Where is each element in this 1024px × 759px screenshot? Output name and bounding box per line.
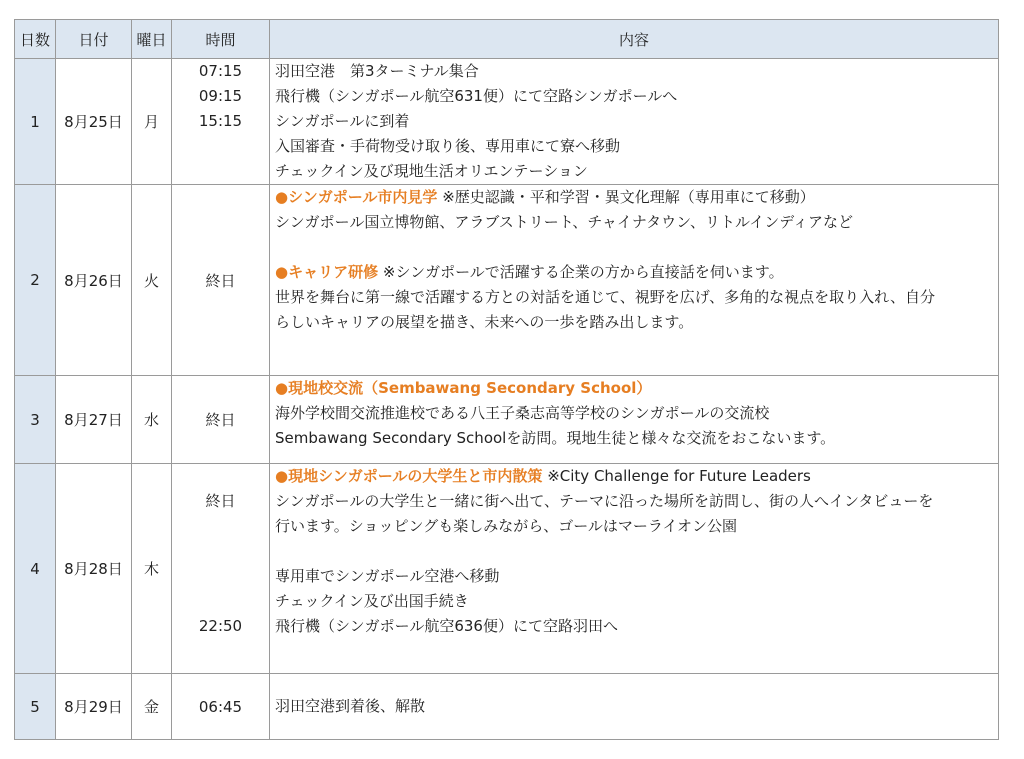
weekday-cell: 木: [132, 464, 172, 674]
date-cell: 8月27日: [56, 376, 132, 464]
content-line: 飛行機（シンガポール航空631便）にて空路シンガポールへ: [275, 87, 678, 105]
day-number: 3: [15, 376, 56, 464]
header-time: 時間: [172, 20, 270, 59]
day-number: 1: [15, 59, 56, 185]
weekday-cell: 火: [132, 185, 172, 376]
section-heading: [275, 260, 992, 285]
content-cell: [270, 674, 999, 740]
weekday-cell: 金: [132, 674, 172, 740]
activity-title: ●現地シンガポールの大学生と市内散策: [275, 467, 543, 485]
day-number: 4: [15, 464, 56, 674]
time-entry: 22:50: [198, 617, 243, 635]
date-cell: 8月25日: [56, 59, 132, 185]
date-cell: 8月28日: [56, 464, 132, 674]
section-heading: [275, 464, 992, 489]
content-line: 飛行機（シンガポール航空636便）にて空路羽田へ: [275, 617, 618, 635]
content-line: シンガポールに到着: [275, 112, 410, 130]
time-cell: 終日: [172, 185, 270, 376]
content-line: シンガポール国立博物館、アラブストリート、チャイナタウン、リトルインディアなど: [275, 213, 854, 231]
table-row: [15, 464, 999, 674]
content-line: 羽田空港 第3ターミナル集合: [275, 62, 479, 80]
content-line: 羽田空港到着後、解散: [275, 697, 426, 715]
content-line: 専用車でシンガポール空港へ移動: [275, 567, 500, 585]
weekday-cell: 水: [132, 376, 172, 464]
content-line: チェックイン及び現地生活オリエンテーション: [275, 162, 588, 180]
content-cell: [270, 464, 999, 674]
header-day: 日数: [15, 20, 56, 59]
time-entry: 終日: [205, 492, 236, 510]
date-cell: 8月29日: [56, 674, 132, 740]
activity-note: ※City Challenge for Future Leaders: [547, 467, 811, 485]
activity-title: ●キャリア研修: [275, 263, 379, 281]
content-line: Sembawang Secondary Schoolを訪問。現地生徒と様々な交流をおこないます。: [275, 429, 836, 447]
activity-title: ●シンガポール市内見学: [275, 188, 438, 206]
header-content: 内容: [270, 20, 999, 59]
section-heading: [275, 376, 992, 401]
table-row: [15, 185, 999, 376]
header-row: [15, 20, 999, 59]
date-cell: 8月26日: [56, 185, 132, 376]
content-cell: [270, 185, 999, 376]
section-heading: [275, 185, 992, 210]
schedule-table: [14, 19, 999, 740]
time-entry: 15:15: [198, 112, 243, 130]
table-row: [15, 376, 999, 464]
time-cell: 06:45: [172, 674, 270, 740]
time-cell: [172, 464, 270, 674]
activity-note: ※歴史認識・平和学習・異文化理解（専用車にて移動）: [442, 188, 815, 206]
header-date: 日付: [56, 20, 132, 59]
content-cell: [270, 376, 999, 464]
content-line: 入国審査・手荷物受け取り後、専用車にて寮へ移動: [275, 137, 621, 155]
content-line: 行います。ショッピングも楽しみながら、ゴールはマーライオン公園: [275, 517, 738, 535]
table-row: [15, 59, 999, 185]
day-number: 5: [15, 674, 56, 740]
time-entry: 09:15: [198, 87, 243, 105]
content-line: 世界を舞台に第一線で活躍する方との対話を通じて、視野を広げ、多角的な視点を取り入れ、自分: [275, 288, 936, 306]
content-cell: [270, 59, 999, 185]
time-cell: 終日: [172, 376, 270, 464]
header-weekday: 曜日: [132, 20, 172, 59]
activity-note: ※シンガポールで活躍する企業の方から直接話を伺います。: [382, 263, 784, 281]
day-number: 2: [15, 185, 56, 376]
table-row: [15, 674, 999, 740]
content-line: 海外学校間交流推進校である八王子桑志高等学校のシンガポールの交流校: [275, 404, 770, 422]
time-cell: [172, 59, 270, 185]
content-line: シンガポールの大学生と一緒に街へ出て、テーマに沿った場所を訪問し、街の人へインタビューを: [275, 492, 934, 510]
content-line: らしいキャリアの展望を描き、未来への一歩を踏み出します。: [275, 313, 694, 331]
time-entry: 07:15: [198, 62, 243, 80]
activity-title: ●現地校交流（Sembawang Secondary School）: [275, 379, 652, 397]
content-line: チェックイン及び出国手続き: [275, 592, 469, 610]
weekday-cell: 月: [132, 59, 172, 185]
